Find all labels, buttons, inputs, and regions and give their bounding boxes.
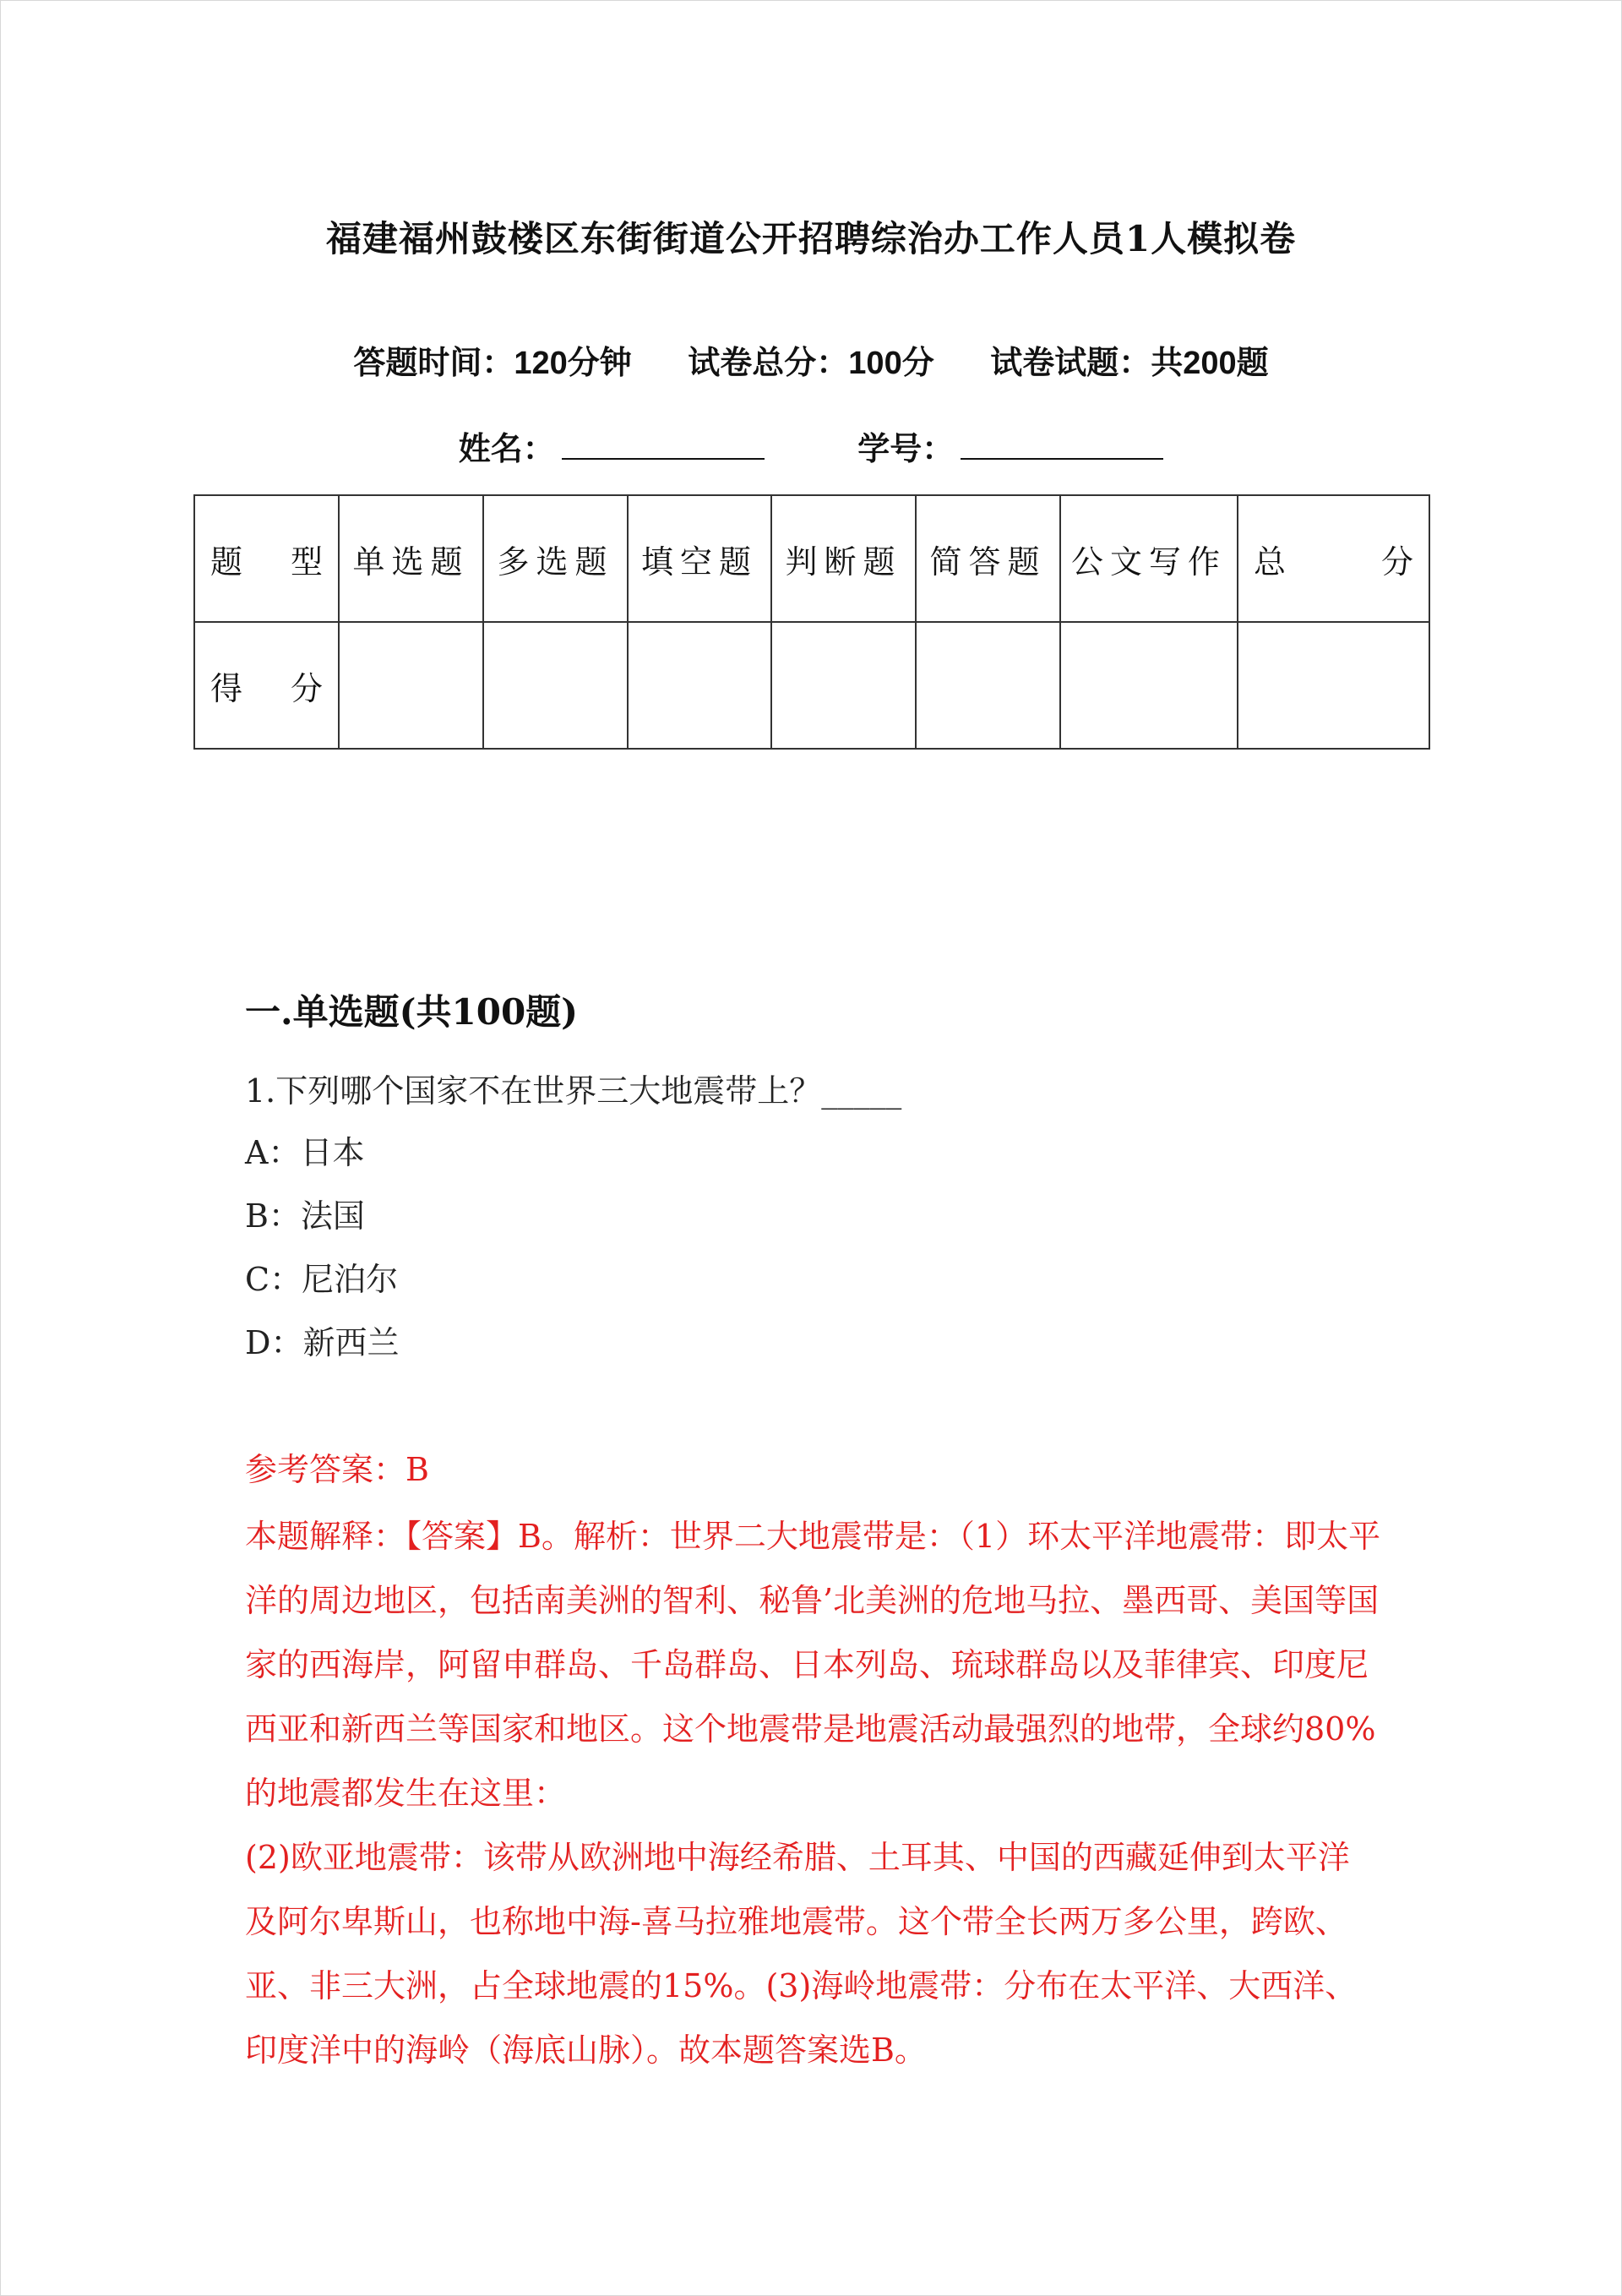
score-row-label: 得 分 (194, 622, 339, 749)
score-table-score-row (194, 622, 1429, 749)
score-table (193, 494, 1430, 750)
score-cell[interactable] (1060, 622, 1238, 749)
name-blank[interactable] (562, 429, 765, 460)
score-header-writing: 公文写作 (1060, 495, 1238, 622)
student-id-field[interactable] (857, 423, 1163, 469)
score-table-header-row (194, 495, 1429, 622)
score-cell[interactable] (771, 622, 916, 749)
exam-total-score: 试卷总分：100分 (688, 346, 934, 381)
student-id-label: 学号： (857, 432, 955, 467)
name-field[interactable] (459, 423, 765, 469)
score-cell[interactable] (916, 622, 1060, 749)
option-d[interactable]: D：新西兰 (245, 1324, 400, 1361)
score-header-short-answer: 简答题 (916, 495, 1060, 622)
section-heading: 一.单选题(共100题) (245, 991, 579, 1033)
score-cell[interactable] (339, 622, 483, 749)
reference-answer: 参考答案：B (245, 1451, 429, 1488)
student-info (0, 423, 1622, 469)
page-title: 福建福州鼓楼区东街街道公开招聘综治办工作人员1人模拟卷 (325, 218, 1297, 259)
score-header-multi-choice: 多选题 (483, 495, 628, 622)
exam-time: 答题时间：120分钟 (353, 346, 632, 381)
question-stem: 1.下列哪个国家不在世界三大地震带上？_____ (245, 1072, 902, 1110)
score-cell[interactable] (483, 622, 628, 749)
answer-explanation (245, 1504, 1381, 2082)
explanation-paragraph: 本题解释：【答案】B。解析：世界二大地震带是：（1）环太平洋地震带：即太平洋的周边地区，包括南美洲的智利、秘鲁’北美洲的危地马拉、墨西哥、美国等国家的西海岸，阿留申群岛、千岛群岛、日本列岛、琉球群岛以及菲律宾、印度尼西亚和新西兰等国家和地区。这个地震带是地震活动最强烈的地带，全球约80%的地震都发生在这里： (245, 1518, 1381, 1812)
explanation-paragraph: (2)欧亚地震带：该带从欧洲地中海经希腊、土耳其、中国的西藏延伸到太平洋及阿尔卑斯山，也称地中海-喜马拉雅地震带。这个带全长两万多公里，跨欧、亚、非三大洲，占全球地震的15%。(3)海岭地震带：分布在太平洋、大西洋、印度洋中的海岭（海底山脉）。故本题答案选B。 (245, 1839, 1358, 2069)
name-label: 姓名： (458, 432, 555, 467)
option-b[interactable]: B：法国 (245, 1197, 365, 1235)
score-cell[interactable] (628, 622, 771, 749)
score-header-fill-blank: 填空题 (628, 495, 771, 622)
exam-question-count: 试卷试题：共200题 (990, 346, 1269, 381)
option-a[interactable]: A：日本 (245, 1134, 365, 1171)
score-header-type: 题 型 (194, 495, 339, 622)
score-header-single-choice: 单选题 (339, 495, 483, 622)
option-c[interactable]: C：尼泊尔 (245, 1261, 399, 1298)
exam-meta (0, 336, 1622, 383)
student-id-blank[interactable] (961, 429, 1163, 460)
score-cell[interactable] (1238, 622, 1429, 749)
score-header-true-false: 判断题 (771, 495, 916, 622)
score-header-total: 总 分 (1238, 495, 1429, 622)
